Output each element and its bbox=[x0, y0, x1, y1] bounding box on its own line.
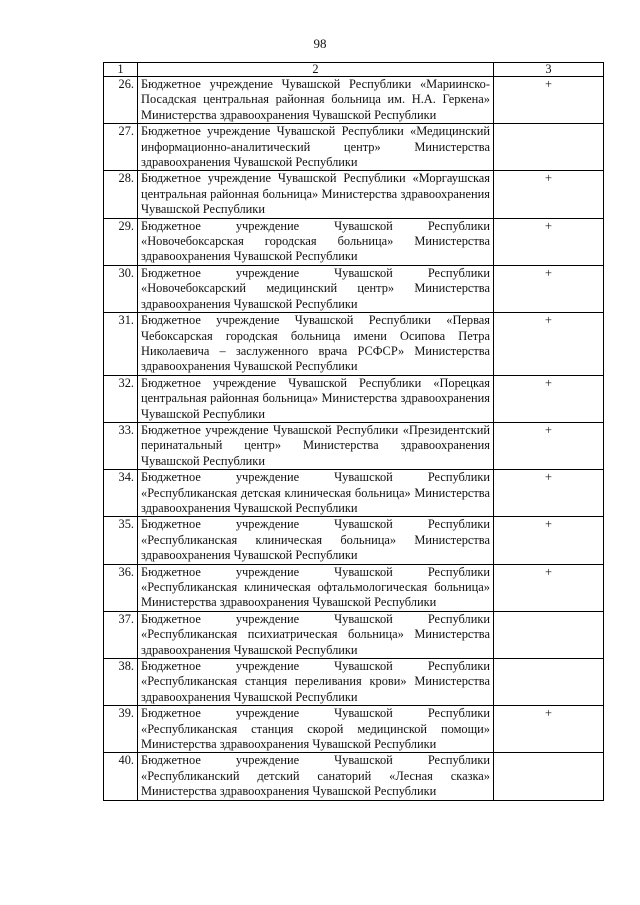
participation-mark: + bbox=[494, 265, 604, 312]
institution-name: Бюджетное учреждение Чувашской Республики «Республиканская детская клиническая больница» Министерства здравоохранения Чувашской Республики bbox=[138, 470, 494, 517]
row-number: 33. bbox=[104, 422, 138, 469]
row-number: 38. bbox=[104, 659, 138, 706]
row-number: 27. bbox=[104, 124, 138, 171]
institution-name: Бюджетное учреждение Чувашской Республики «Моргаушская центральная районная больница» Министерства здравоохранения Чувашской Республики bbox=[138, 171, 494, 218]
institution-name: Бюджетное учреждение Чувашской Республики «Республиканская психиатрическая больница» Министерства здравоохранения Чувашской Республики bbox=[138, 611, 494, 658]
row-number: 28. bbox=[104, 171, 138, 218]
table-row bbox=[104, 375, 604, 422]
table-row bbox=[104, 218, 604, 265]
table-row bbox=[104, 77, 604, 124]
institution-name: Бюджетное учреждение Чувашской Республики «Новочебоксарский медицинский центр» Министерства здравоохранения Чувашской Республики bbox=[138, 265, 494, 312]
row-number: 26. bbox=[104, 77, 138, 124]
participation-mark: + bbox=[494, 375, 604, 422]
row-number: 35. bbox=[104, 517, 138, 564]
table-row bbox=[104, 706, 604, 753]
column-header-2: 2 bbox=[138, 63, 494, 77]
participation-mark: + bbox=[494, 564, 604, 611]
participation-mark: + bbox=[494, 218, 604, 265]
participation-mark: + bbox=[494, 706, 604, 753]
institution-name: Бюджетное учреждение Чувашской Республики «Мариинско-Посадская центральная районная больница им. Н.А. Геркена» Министерства здравоохранения Чувашской Республики bbox=[138, 77, 494, 124]
table-row bbox=[104, 517, 604, 564]
row-number: 31. bbox=[104, 313, 138, 376]
table-row bbox=[104, 659, 604, 706]
table-row bbox=[104, 124, 604, 171]
institution-name: Бюджетное учреждение Чувашской Республики «Порецкая центральная районная больница» Министерства здравоохранения Чувашской Республики bbox=[138, 375, 494, 422]
institutions-table bbox=[103, 62, 604, 801]
table-row bbox=[104, 470, 604, 517]
row-number: 30. bbox=[104, 265, 138, 312]
table-row bbox=[104, 171, 604, 218]
page-number: 98 bbox=[313, 36, 327, 51]
row-number: 32. bbox=[104, 375, 138, 422]
table-row bbox=[104, 422, 604, 469]
participation-mark bbox=[494, 611, 604, 658]
institution-name: Бюджетное учреждение Чувашской Республики «Республиканская клиническая больница» Министерства здравоохранения Чувашской Республики bbox=[138, 517, 494, 564]
institution-name: Бюджетное учреждение Чувашской Республики «Республиканский детский санаторий «Лесная сказка» Министерства здравоохранения Чувашской Республики bbox=[138, 753, 494, 800]
row-number: 29. bbox=[104, 218, 138, 265]
participation-mark bbox=[494, 124, 604, 171]
institution-name: Бюджетное учреждение Чувашской Республики «Первая Чебоксарская городская больница имени Осипова Петра Николаевича – заслуженного врача РСФСР» Министерства здравоохранения Чувашской Республики bbox=[138, 313, 494, 376]
table-row bbox=[104, 753, 604, 800]
institution-name: Бюджетное учреждение Чувашской Республики «Республиканская станция скорой медицинской помощи» Министерства здравоохранения Чувашской Республики bbox=[138, 706, 494, 753]
participation-mark: + bbox=[494, 422, 604, 469]
row-number: 36. bbox=[104, 564, 138, 611]
institution-name: Бюджетное учреждение Чувашской Республики «Республиканская станция переливания крови» Министерства здравоохранения Чувашской Республики bbox=[138, 659, 494, 706]
table-row bbox=[104, 611, 604, 658]
table-row bbox=[104, 564, 604, 611]
table-header-row bbox=[104, 63, 604, 77]
row-number: 40. bbox=[104, 753, 138, 800]
institution-name: Бюджетное учреждение Чувашской Республики «Президентский перинатальный центр» Министерства здравоохранения Чувашской Республики bbox=[138, 422, 494, 469]
participation-mark bbox=[494, 753, 604, 800]
participation-mark: + bbox=[494, 470, 604, 517]
participation-mark: + bbox=[494, 313, 604, 376]
participation-mark: + bbox=[494, 77, 604, 124]
row-number: 34. bbox=[104, 470, 138, 517]
participation-mark: + bbox=[494, 171, 604, 218]
participation-mark: + bbox=[494, 517, 604, 564]
row-number: 39. bbox=[104, 706, 138, 753]
table-row bbox=[104, 313, 604, 376]
row-number: 37. bbox=[104, 611, 138, 658]
column-header-1: 1 bbox=[104, 63, 138, 77]
participation-mark bbox=[494, 659, 604, 706]
institution-name: Бюджетное учреждение Чувашской Республики «Медицинский информационно-аналитический центр» Министерства здравоохранения Чувашской Республики bbox=[138, 124, 494, 171]
column-header-3: 3 bbox=[494, 63, 604, 77]
institution-name: Бюджетное учреждение Чувашской Республики «Новочебоксарская городская больница» Министерства здравоохранения Чувашской Республики bbox=[138, 218, 494, 265]
institution-name: Бюджетное учреждение Чувашской Республики «Республиканская клиническая офтальмологическая больница» Министерства здравоохранения Чувашской Республики bbox=[138, 564, 494, 611]
table-row bbox=[104, 265, 604, 312]
